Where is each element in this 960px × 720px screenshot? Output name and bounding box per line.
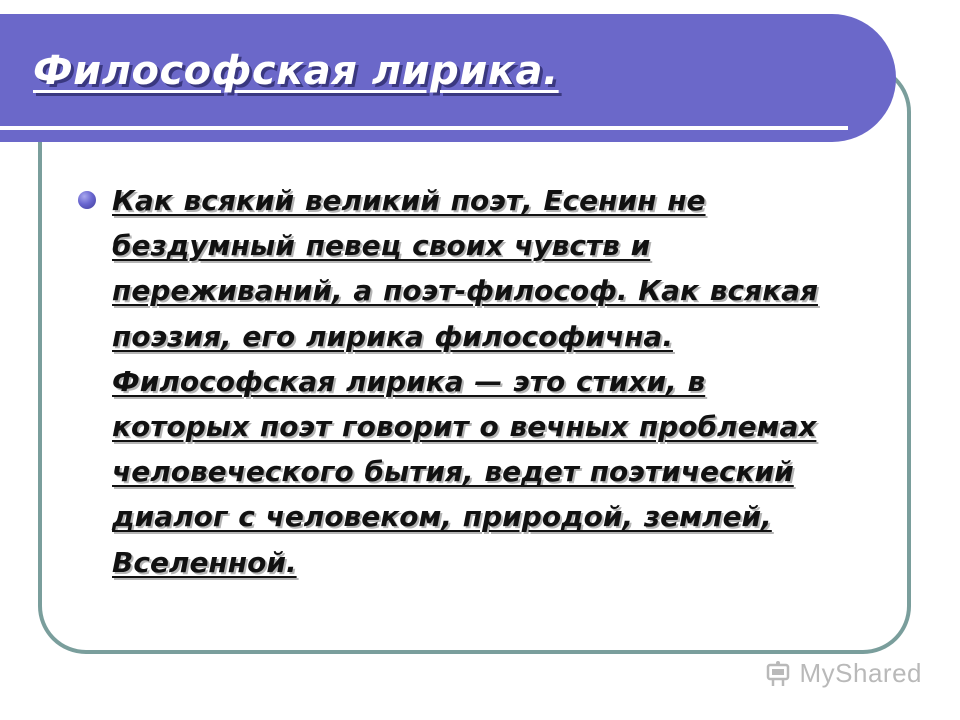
watermark	[764, 658, 923, 689]
bullet-text: Как всякий великий поэт, Есенин не бездумный певец своих чувств и переживаний, а поэт-философ. Как всякая поэзия, его лирика философична. Философская лирика — это стихи, в которых поэт говорит о вечных проблемах человеческого бытия, ведет поэтический диалог с человеком, природой, землей, Вселенной.	[112, 184, 818, 579]
myshared-logo-icon	[764, 659, 794, 689]
list-item	[68, 178, 848, 585]
bullet-list	[68, 178, 848, 585]
title-divider	[0, 126, 848, 130]
bullet-icon	[78, 191, 96, 209]
watermark-text: MyShared	[799, 658, 922, 688]
slide-title: Философская лирика.	[33, 48, 559, 94]
